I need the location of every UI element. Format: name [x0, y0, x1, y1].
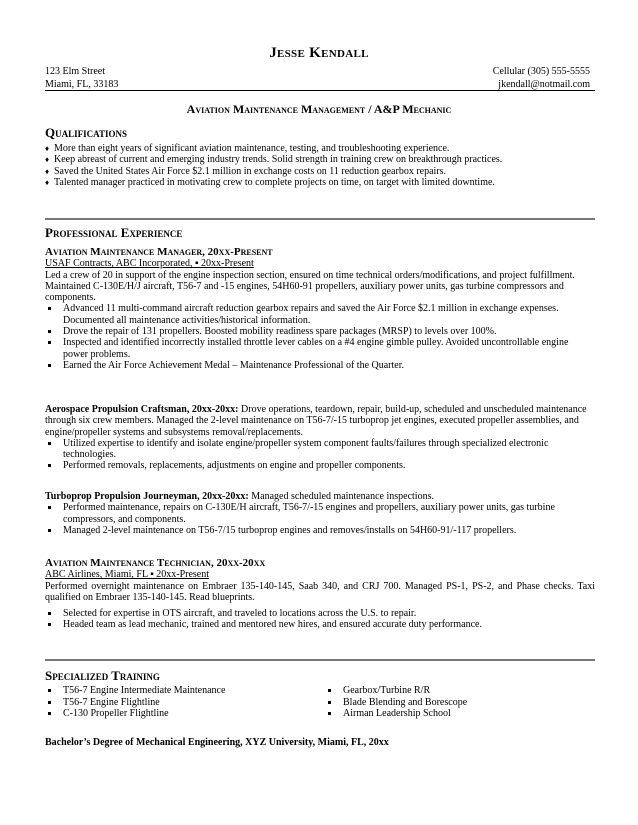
list-item: Performed removals, replacements, adjustments on engine and propeller components.	[45, 460, 595, 471]
address-line-2: Miami, FL, 33183	[45, 79, 119, 90]
square-bullet-icon	[328, 701, 331, 704]
square-bullet-icon	[48, 341, 51, 344]
list-item: T56-7 Engine Flightline	[45, 697, 315, 709]
job-title: Aviation Maintenance Technician, 20xx-20xx	[45, 557, 266, 569]
qualifications-title: Qualifications	[45, 125, 127, 140]
header-divider	[45, 90, 595, 91]
headline: Aviation Maintenance Management / A&P Mechanic	[186, 102, 452, 116]
square-bullet-icon	[328, 689, 331, 692]
list-item: Performed maintenance, repairs on C-130E/H aircraft, T56-7/-15 engines and propellers, auxiliary power units, gas turbine compressors, and components.	[45, 502, 595, 525]
address-line-1: 123 Elm Street	[45, 66, 105, 77]
job-title: Aerospace Propulsion Craftsman, 20xx-20xx:	[45, 404, 239, 415]
square-bullet-icon	[48, 330, 51, 333]
square-bullet-icon	[48, 623, 51, 626]
employer: ABC Airlines, Miami, FL ▪ 20xx-Present	[45, 569, 210, 581]
list-item: Drove the repair of 131 propellers. Boosted mobility readiness spare packages (MRSP) to levels over 100%.	[45, 326, 595, 337]
square-bullet-icon	[48, 529, 51, 532]
list-item: Blade Blending and Borescope	[325, 697, 595, 709]
list-item: ♦ More than eight years of significant aviation maintenance, testing, and troubleshooting experience.	[45, 143, 450, 154]
list-item: Gearbox/Turbine R/R	[325, 685, 595, 697]
job-summary: Led a crew of 20 in support of the engine inspection section, ensured on time technical orders/modifications, and project fulfillment. Maintained C-130E/H/J aircraft, T56-7 and -15 engines, 54H60-91 propellers, auxiliary power units, gas turbine compressors and components.	[45, 269, 575, 304]
section-divider	[45, 218, 595, 220]
square-bullet-icon	[48, 689, 51, 692]
list-item: ♦ Keep abreast of current and emerging industry trends. Solid strength in training crew on breakthrough practices.	[45, 154, 503, 166]
candidate-name: Jesse Kendall	[269, 45, 369, 61]
square-bullet-icon	[48, 712, 51, 715]
list-item: T56-7 Engine Intermediate Maintenance	[45, 685, 315, 697]
job-bullets	[45, 502, 595, 536]
diamond-bullet-icon: ♦	[45, 177, 50, 187]
job-title: Turboprop Propulsion Journeyman, 20xx-20xx:	[45, 491, 249, 502]
job-bullets	[45, 608, 595, 631]
list-item: ♦ Saved the United States Air Force $2.1 million in exchange costs on 11 reduction gearbox repairs.	[45, 165, 447, 177]
square-bullet-icon	[48, 612, 51, 615]
job-aviation-maintenance-manager	[45, 247, 595, 371]
square-bullet-icon	[48, 307, 51, 310]
diamond-bullet-icon: ♦	[45, 166, 50, 176]
job-summary: Aerospace Propulsion Craftsman, 20xx-20xx: Drove operations, teardown, repair, build-up, scheduled and unscheduled maintenance through six crew members. Managed the 2-level maintenance on T56-7/-15 turboprop jet engines, executed propeller assemblies, and engine/propeller systems and subsystems removal/replacements.	[45, 404, 587, 438]
qualifications-block	[45, 143, 595, 188]
section-divider	[45, 659, 595, 661]
training-column-left	[45, 685, 315, 720]
job-bullets	[45, 303, 595, 371]
list-item: Earned the Air Force Achievement Medal – Maintenance Professional of the Quarter.	[45, 360, 595, 371]
training-column-right	[325, 685, 595, 720]
training-title: Specialized Training	[45, 668, 160, 683]
job-title: Aviation Maintenance Manager, 20xx-Present	[45, 246, 273, 258]
diamond-bullet-icon: ♦	[45, 144, 50, 153]
email: jkendall@notmail.com	[498, 79, 590, 90]
list-item: ♦ Talented manager practiced in motivating crew to complete projects on time, on target with limited downtime.	[45, 176, 495, 188]
diamond-bullet-icon: ♦	[45, 155, 50, 165]
job-summary: Performed overnight maintenance on Embraer 135-140-145, Saab 340, and CRJ 700. Managed PS-1, PS-2, and Phase checks. Taxi qualified on Embraer 135-140-145. Read blueprints.	[45, 580, 595, 603]
job-bullets	[45, 438, 595, 472]
qualifications-list	[45, 143, 595, 188]
job-aerospace-propulsion-craftsman	[45, 404, 595, 472]
job-summary: Turboprop Propulsion Journeyman, 20xx-20xx: Managed scheduled maintenance inspections.	[45, 491, 434, 502]
employer: USAF Contracts, ABC Incorporated, ▪ 20xx-Present	[45, 258, 254, 270]
job-aviation-maintenance-technician	[45, 558, 595, 631]
list-item: Advanced 11 multi-command aircraft reduction gearbox repairs and saved the Air Force $2.1 million in exchange expenses. Documented all maintenance activities/historical information.	[45, 303, 595, 326]
square-bullet-icon	[48, 364, 51, 367]
square-bullet-icon	[328, 712, 331, 715]
square-bullet-icon	[48, 464, 51, 467]
square-bullet-icon	[48, 506, 51, 509]
list-item: Headed team as lead mechanic, trained and mentored new hires, and ensured accurate duty performance.	[45, 619, 595, 630]
experience-title: Professional Experience	[45, 225, 183, 240]
list-item: Utilized expertise to identify and isolate engine/propeller system component faults/failures through specialized electronic technologies.	[45, 438, 595, 461]
list-item: Selected for expertise in OTS aircraft, and traveled to locations across the U.S. to repair.	[45, 608, 595, 619]
list-item: Airman Leadership School	[325, 708, 595, 720]
list-item: Inspected and identified incorrectly installed throttle lever cables on a #4 engine gimble pulley. Avoided uncontrollable engine power problems.	[45, 337, 595, 360]
list-item: C-130 Propeller Flightline	[45, 708, 315, 720]
job-turboprop-propulsion-journeyman	[45, 491, 595, 536]
phone: Cellular (305) 555-5555	[492, 66, 590, 77]
list-item: Managed 2-level maintenance on T56-7/15 turboprop engines and removes/installs on 54H60-91/-117 propellers.	[45, 525, 595, 536]
square-bullet-icon	[48, 442, 51, 445]
square-bullet-icon	[48, 701, 51, 704]
education: Bachelor’s Degree of Mechanical Engineering, XYZ University, Miami, FL, 20xx	[45, 737, 389, 748]
